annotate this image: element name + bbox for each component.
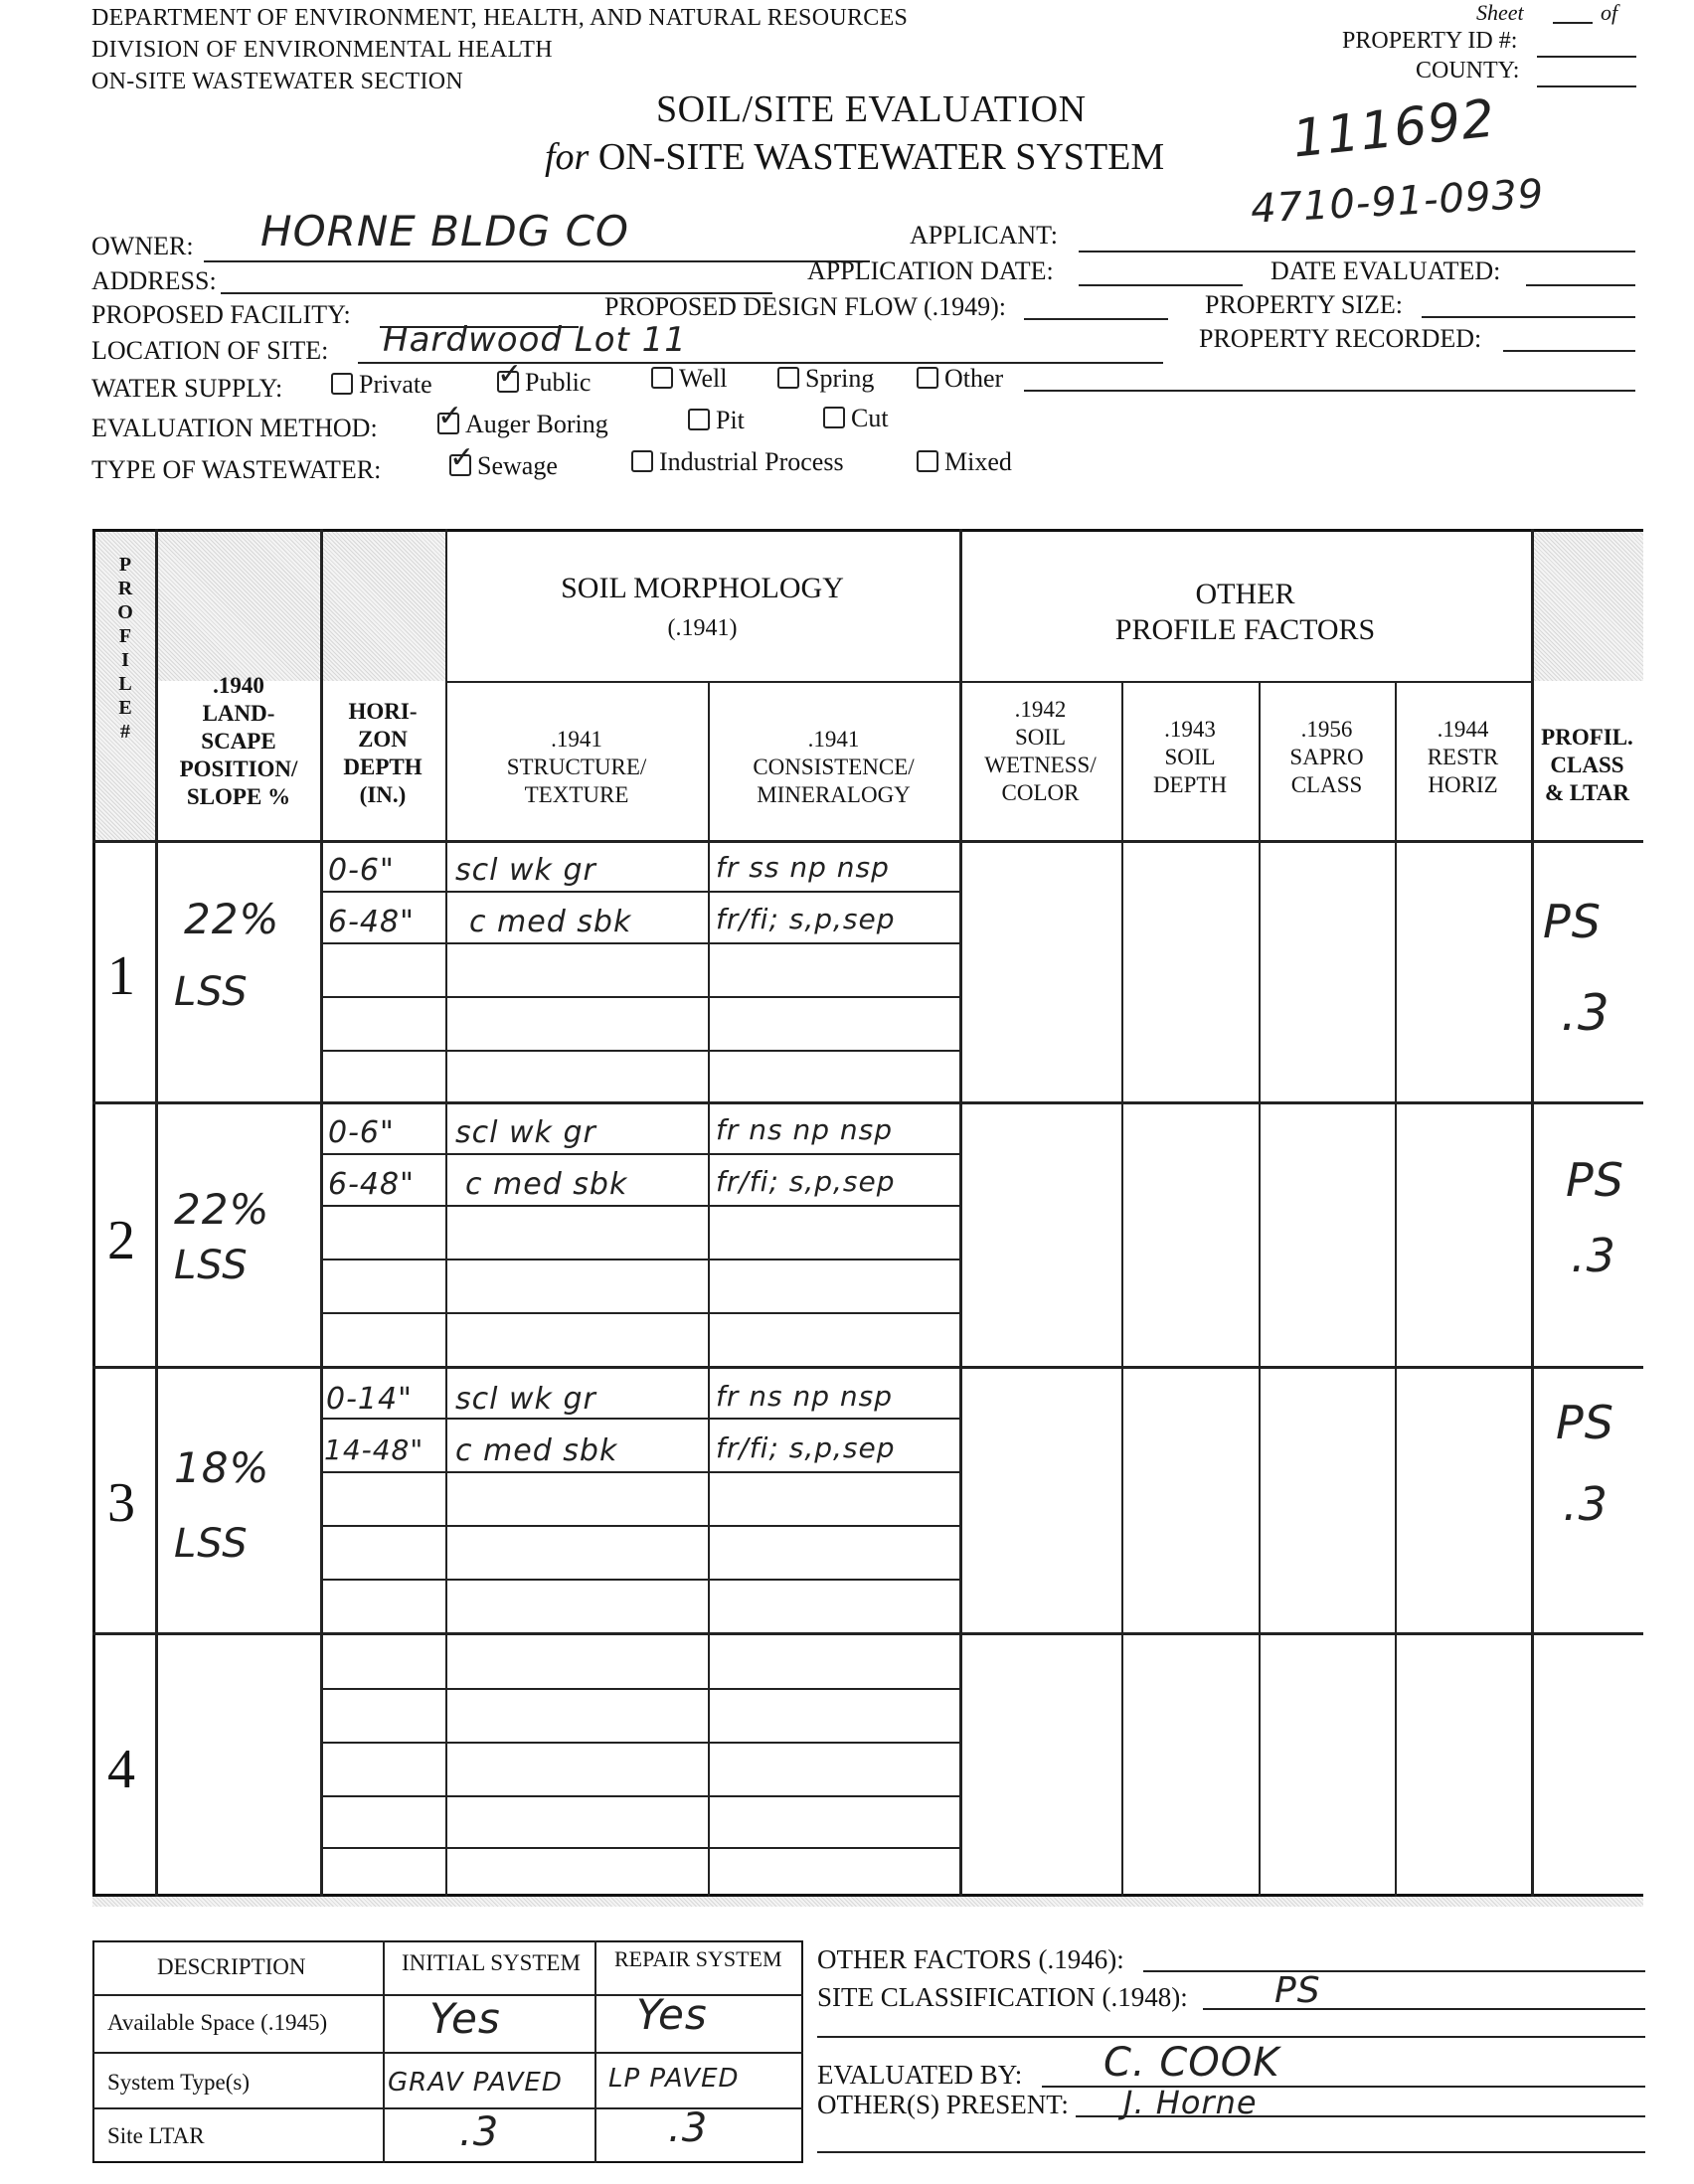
consistence-head: .1941 CONSISTENCE/ MINERALOGY (753, 727, 915, 807)
soil-depth-head: .1943 SOIL DEPTH (1152, 717, 1228, 797)
col-divider (1395, 681, 1397, 1897)
property-size-line[interactable] (1422, 316, 1635, 318)
eval-method-label: EVALUATION METHOD: (91, 414, 378, 442)
eval-auger[interactable]: ✓ Auger Boring (437, 410, 608, 439)
horizon-depth[interactable]: 0-14" (326, 1382, 413, 1417)
property-id-line (1537, 56, 1636, 58)
description-head: DESCRIPTION (157, 1954, 306, 1979)
blank-line[interactable] (817, 2151, 1645, 2153)
consistence-value[interactable]: fr ss np nsp (716, 851, 890, 884)
profile-class[interactable]: PS (1566, 1153, 1624, 1207)
profile-divider (92, 1366, 1643, 1369)
col-divider (1259, 681, 1261, 1897)
structure-head: .1941 STRUCTURE/ TEXTURE (506, 727, 647, 807)
of-label: of (1601, 0, 1618, 25)
system-type-label: System Type(s) (107, 2070, 250, 2095)
available-space-label: Available Space (.1945) (107, 2010, 328, 2035)
location-line (358, 362, 1163, 364)
profile-divider (92, 1632, 1643, 1635)
location-label: LOCATION OF SITE: (91, 336, 329, 365)
evaluated-by-label: EVALUATED BY: (817, 2060, 1023, 2090)
agency-line-2: DIVISION OF ENVIRONMENTAL HEALTH (91, 37, 553, 63)
restr-head: .1944 RESTR HORIZ (1427, 717, 1499, 797)
wetness-head: .1942 SOIL WETNESS/ COLOR (984, 697, 1097, 805)
structure-value[interactable]: c med sbk (465, 1167, 628, 1202)
position-value[interactable]: LSS (174, 1521, 249, 1567)
soil-morphology-head: SOIL MORPHOLOGY (561, 572, 844, 604)
handwritten-id: 111692 (1289, 88, 1499, 170)
checkbox-icon[interactable] (777, 367, 799, 389)
row-line (320, 1259, 959, 1260)
header-shade (157, 532, 320, 681)
row-line (320, 942, 959, 944)
horizon-depth[interactable]: 6-48" (328, 1167, 415, 1202)
form-subtitle (545, 135, 1164, 179)
applicant-label: APPLICANT: (910, 221, 1058, 250)
property-recorded-line[interactable] (1503, 350, 1635, 352)
soil-morphology-code: (.1941) (667, 615, 738, 641)
slope-value[interactable]: 22% (184, 895, 280, 943)
application-date-label: APPLICATION DATE: (807, 256, 1054, 285)
position-value[interactable]: LSS (174, 1243, 249, 1288)
checkbox-checked-icon[interactable] (437, 413, 459, 434)
location-value[interactable]: Hardwood Lot 11 (383, 320, 687, 360)
class-head: PROFIL. CLASS & LTAR (1541, 725, 1633, 805)
row-line (320, 1847, 959, 1849)
row-line (320, 1688, 959, 1690)
row-line (320, 1312, 959, 1314)
water-private[interactable]: Private (331, 370, 432, 400)
owner-value[interactable]: HORNE BLDG CO (260, 207, 629, 255)
row-line (320, 1153, 959, 1155)
water-public[interactable]: ✓ Public (497, 368, 591, 398)
sheet-label: Sheet (1476, 0, 1524, 25)
water-well[interactable]: Well (651, 364, 727, 394)
evaluated-by-value[interactable]: C. COOK (1103, 2040, 1280, 2086)
owner-line (204, 260, 870, 262)
sapro-head: .1956 SAPRO CLASS (1289, 717, 1364, 797)
consistence-value[interactable]: fr/fi; s,p,sep (716, 903, 896, 935)
property-id-label: PROPERTY ID #: (1342, 28, 1518, 54)
structure-value[interactable]: scl wk gr (455, 1115, 596, 1150)
horizon-depth[interactable]: 14-48" (324, 1433, 424, 1466)
property-recorded-label: PROPERTY RECORDED: (1199, 324, 1482, 353)
owner-label: OWNER: (91, 232, 194, 260)
system-type-initial[interactable]: GRAV PAVED (388, 2068, 563, 2098)
other-factors-label: OTHER FACTORS (.1946): (817, 1944, 1124, 1974)
agency-block (91, 2, 908, 97)
eval-pit[interactable]: Pit (688, 406, 745, 435)
header-divider (445, 681, 1531, 683)
site-class-label: SITE CLASSIFICATION (.1948): (817, 1982, 1188, 2012)
design-flow-label: PROPOSED DESIGN FLOW (.1949): (604, 292, 1006, 321)
date-evaluated-line[interactable] (1526, 284, 1635, 286)
row-line (320, 1795, 959, 1797)
checkbox-icon[interactable] (688, 409, 710, 430)
others-present-label: OTHER(S) PRESENT: (817, 2090, 1069, 2119)
row-line (320, 891, 959, 893)
others-present-value[interactable]: J. Horne (1123, 2084, 1258, 2121)
eval-cut[interactable]: Cut (823, 404, 889, 433)
county-label: COUNTY: (1416, 58, 1520, 84)
position-value[interactable]: LSS (174, 969, 249, 1015)
consistence-value[interactable]: fr ns np nsp (716, 1380, 894, 1413)
horizon-head: HORI- ZON DEPTH (IN.) (343, 699, 423, 807)
checkbox-icon[interactable] (631, 450, 653, 472)
header-bottom (92, 840, 1643, 843)
site-ltar-label: Site LTAR (107, 2123, 205, 2148)
system-type-repair[interactable]: LP PAVED (608, 2064, 740, 2094)
title-line-2: ON-SITE WASTEWATER SYSTEM (597, 136, 1165, 178)
agency-line-3: ON-SITE WASTEWATER SECTION (91, 69, 463, 94)
wastewater-industrial[interactable]: Industrial Process (631, 447, 844, 477)
profile-number: 1 (107, 945, 135, 1007)
profile-class[interactable]: PS (1543, 895, 1602, 948)
checkbox-checked-icon[interactable] (497, 371, 519, 393)
wastewater-label: TYPE OF WASTEWATER: (91, 455, 382, 484)
proposed-facility-label: PROPOSED FACILITY: (91, 300, 351, 329)
form-title: SOIL/SITE EVALUATION (656, 88, 1087, 130)
other-factors-head: OTHER PROFILE FACTORS (1114, 578, 1376, 646)
col-divider (1121, 681, 1123, 1897)
row-line (320, 1050, 959, 1052)
profile-ltar[interactable]: .3 (1571, 1229, 1616, 1282)
county-line (1537, 85, 1636, 87)
horizon-depth[interactable]: 0-6" (328, 853, 395, 888)
initial-system-head: INITIAL SYSTEM (402, 1950, 581, 1975)
profile-head: P R O F I L E # (117, 554, 133, 743)
applicant-line[interactable] (1079, 251, 1635, 252)
row-line (320, 996, 959, 998)
col-divider (708, 681, 710, 1897)
site-class-line (1203, 2008, 1645, 2010)
agency-line-1: DEPARTMENT OF ENVIRONMENT, HEALTH, AND NATURAL RESOURCES (91, 5, 909, 31)
profile-divider (92, 1101, 1643, 1104)
site-ltar-initial[interactable]: .3 (459, 2109, 500, 2155)
application-date-line[interactable] (1079, 284, 1243, 286)
horizon-depth[interactable]: 6-48" (328, 905, 415, 939)
summary-row-divider (92, 2052, 803, 2054)
structure-value[interactable]: scl wk gr (455, 1382, 596, 1417)
checkbox-icon[interactable] (823, 407, 845, 428)
handwritten-pin: 4710-91-0939 (1249, 171, 1546, 233)
repair-system-head: REPAIR SYSTEM (614, 1946, 782, 1971)
profile-number: 4 (107, 1739, 135, 1800)
water-other-line[interactable] (1024, 390, 1635, 392)
landscape-head: .1940 LAND- SCAPE POSITION/ SLOPE % (179, 673, 298, 809)
sheet-line (1553, 22, 1593, 24)
other-factors-line[interactable] (1143, 1970, 1645, 1972)
header-shade (320, 532, 445, 681)
profile-number: 3 (107, 1472, 135, 1534)
wastewater-mixed[interactable]: Mixed (917, 447, 1012, 477)
structure-value[interactable]: scl wk gr (455, 853, 596, 888)
profile-class[interactable]: PS (1556, 1396, 1614, 1449)
table-bottom-band (92, 1897, 1643, 1907)
checkbox-icon[interactable] (651, 367, 673, 389)
horizon-depth[interactable]: 0-6" (328, 1115, 395, 1150)
water-supply-label: WATER SUPPLY: (91, 374, 283, 403)
header-shade (1531, 532, 1643, 681)
water-spring[interactable]: Spring (777, 364, 874, 394)
checkbox-icon[interactable] (331, 373, 353, 395)
wastewater-sewage[interactable]: ✓ Sewage (449, 451, 558, 481)
row-line (320, 1525, 959, 1527)
address-label: ADDRESS: (91, 266, 217, 295)
property-size-label: PROPERTY SIZE: (1205, 290, 1403, 319)
profile-ltar[interactable]: .3 (1561, 984, 1610, 1042)
water-other[interactable]: Other (917, 364, 1003, 394)
structure-value[interactable]: c med sbk (455, 1433, 618, 1468)
consistence-value[interactable]: fr/fi; s,p,sep (716, 1165, 896, 1198)
structure-value[interactable]: c med sbk (469, 905, 632, 939)
site-class-value[interactable]: PS (1274, 1970, 1321, 2011)
profile-number: 2 (107, 1210, 135, 1271)
slope-value[interactable]: 18% (174, 1443, 270, 1492)
site-ltar-repair[interactable]: .3 (668, 2105, 709, 2151)
checkbox-icon[interactable] (917, 367, 938, 389)
checkbox-icon[interactable] (917, 450, 938, 472)
consistence-value[interactable]: fr/fi; s,p,sep (716, 1431, 896, 1464)
row-line (320, 1471, 959, 1473)
design-flow-line[interactable] (1024, 318, 1168, 320)
checkbox-checked-icon[interactable] (449, 454, 471, 476)
available-space-repair[interactable]: Yes (636, 1990, 708, 2039)
row-line (320, 1579, 959, 1581)
consistence-value[interactable]: fr ns np nsp (716, 1113, 894, 1146)
slope-value[interactable]: 22% (174, 1185, 270, 1234)
row-line (320, 1205, 959, 1207)
available-space-initial[interactable]: Yes (429, 1994, 501, 2043)
row-line (320, 1418, 959, 1420)
date-evaluated-label: DATE EVALUATED: (1270, 256, 1501, 285)
title-for: for (545, 136, 590, 178)
blank-line[interactable] (817, 2036, 1645, 2038)
row-line (320, 1742, 959, 1744)
profile-ltar[interactable]: .3 (1563, 1477, 1609, 1531)
